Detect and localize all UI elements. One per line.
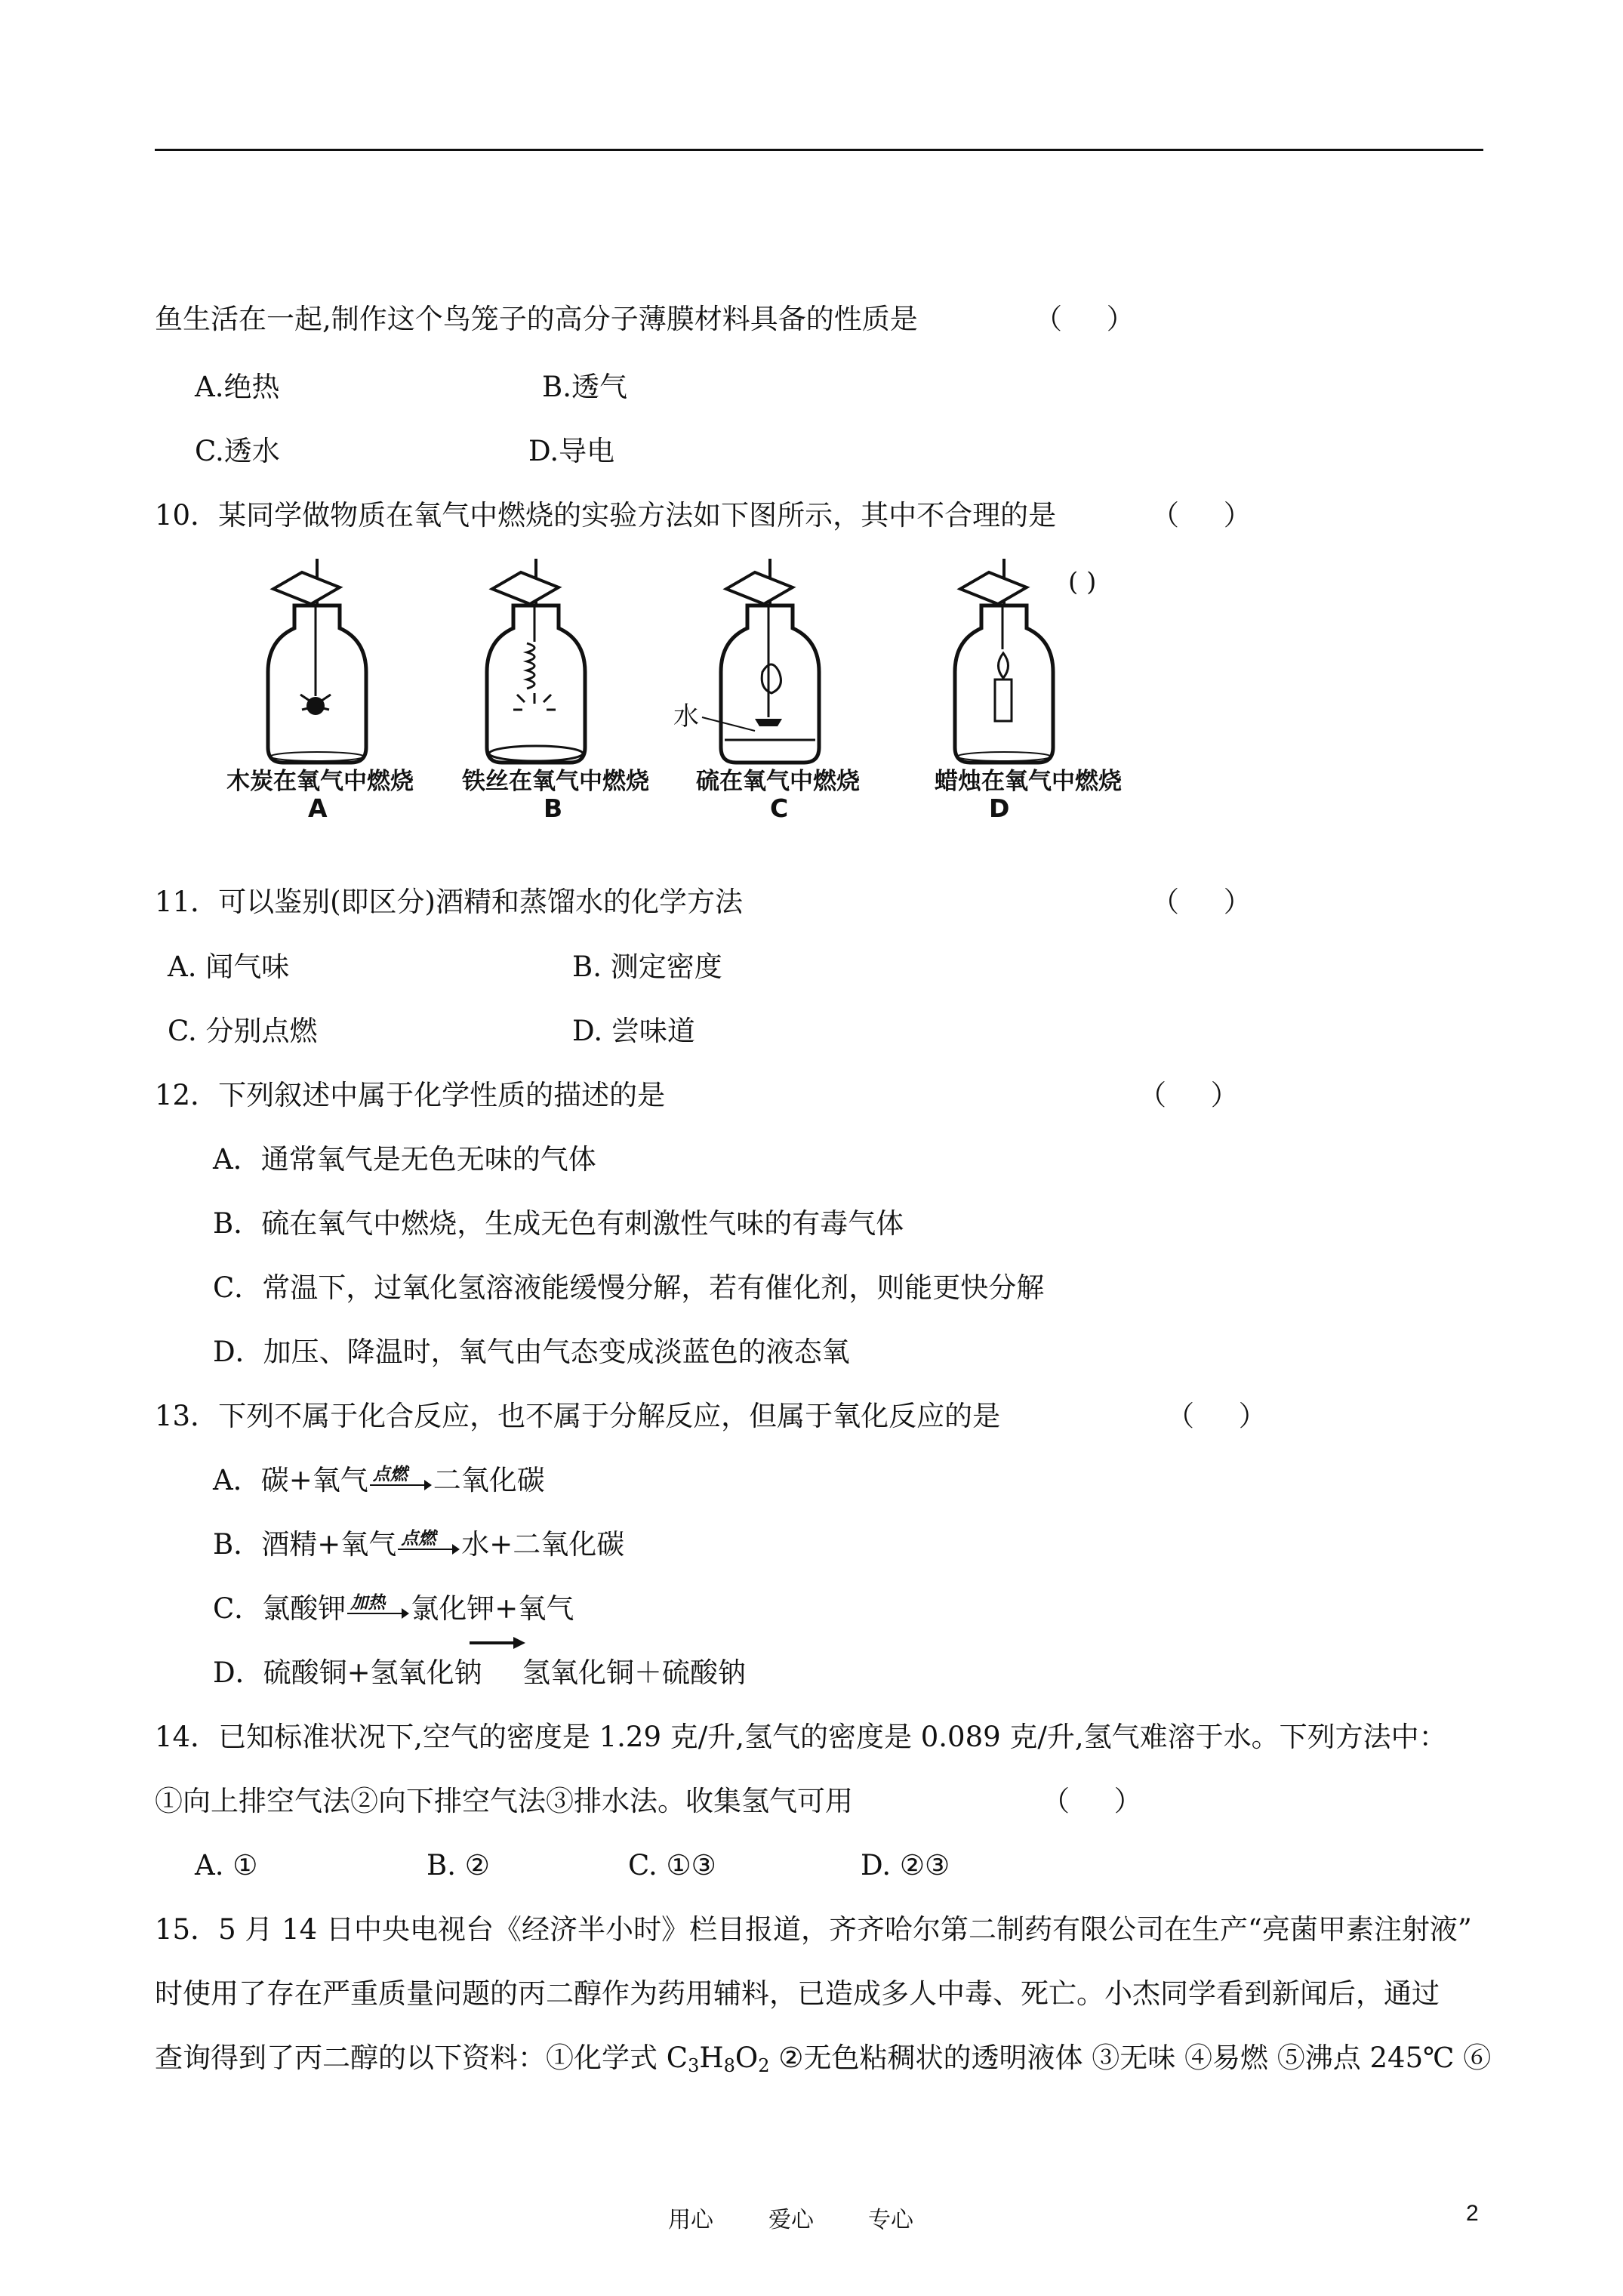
q15-line3 [155,2041,1491,2083]
formula-sub-c: 3 [688,2055,700,2076]
q13-option-d-left: D．硫酸铜+氢氧化钠 [213,1657,482,1689]
q13-option-b [213,1527,624,1562]
q9-option-d: D.导电 [528,435,615,467]
q11-option-a: A. 闻气味 [168,951,290,983]
letter-b: B [544,794,563,823]
combustion-experiment-figure [226,559,1147,823]
caption-c: 硫在氧气中燃烧 [696,768,860,795]
footer-item-1: 用心 [668,2207,713,2233]
q11-option-b: B. 测定密度 [572,951,722,983]
q13-a-condition: 点燃 [372,1465,408,1484]
q11-option-d: D. 尝味道 [572,1015,695,1047]
q15-line2: 时使用了存在严重质量问题的丙二醇作为药用辅料，已造成多人中毒、死亡。小杰同学看到新闻后，通过 [155,1977,1440,2010]
q12-option-b: B．硫在氧气中燃烧，生成无色有刺激性气味的有毒气体 [213,1207,904,1240]
q14-option-b: B. ② [427,1849,490,1881]
footer-item-3: 专心 [868,2207,913,2233]
q12-option-c: C．常温下，过氧化氢溶液能缓慢分解，若有催化剂，则能更快分解 [213,1271,1045,1304]
q13-c-products: 氯化钾+氧气 [411,1592,574,1625]
q13-answer-bracket: （ ） [1166,1400,1267,1432]
q14-option-c: C. ①③ [628,1849,716,1881]
q13-a-products: 二氧化碳 [433,1464,545,1496]
formula-sub-h: 8 [723,2055,735,2076]
letter-a: A [308,794,328,823]
q9-option-a: A.绝热 [195,371,280,403]
q13-a-reactants: A．碳+氧气 [213,1464,368,1496]
q13-c-condition: 加热 [350,1593,386,1613]
q14-option-d: D. ②③ [861,1849,950,1881]
q10-answer-bracket: （ ） [1151,499,1252,532]
q11-stem: 11．可以鉴别(即区分)酒精和蒸馏水的化学方法 [155,886,743,918]
q13-option-c [213,1592,574,1626]
reaction-arrow [396,1527,461,1562]
caption-d: 蜡烛在氧气中燃烧 [935,768,1122,795]
q12-option-d: D．加压、降温时，氧气由气态变成淡蓝色的液态氧 [213,1336,850,1368]
formula-o: O [735,2042,759,2074]
formula-h: H [699,2042,724,2074]
q11-answer-bracket: （ ） [1151,886,1252,918]
figure-bracket: ( ) [1068,567,1097,597]
q15-line3-pre: 查询得到了丙二醇的以下资料：①化学式 C [155,2042,688,2074]
q11-option-c: C. 分别点燃 [168,1015,318,1047]
q12-answer-bracket: （ ） [1138,1079,1239,1111]
q13-b-reactants: B．酒精+氧气 [213,1528,397,1561]
page-number: 2 [1466,2201,1479,2226]
q12-stem: 12．下列叙述中属于化学性质的描述的是 [155,1079,666,1111]
q13-b-condition: 点燃 [401,1529,436,1549]
q9-option-c: C.透水 [195,435,280,467]
formula-sub-o: 2 [758,2055,770,2076]
q9-option-b: B.透气 [542,371,627,403]
q12-option-a: A．通常氧气是无色无味的气体 [213,1143,596,1176]
q9-answer-bracket: （ ） [1034,303,1135,335]
q14-option-a: A. ① [195,1849,258,1881]
q13-c-reactants: C．氯酸钾 [213,1592,346,1625]
reaction-arrow [368,1463,433,1498]
caption-b: 铁丝在氧气中燃烧 [462,768,649,795]
q14-stem-line2: ①向上排空气法②向下排空气法③排水法。收集氢气可用 [155,1785,853,1817]
q13-option-d-right: 氢氧化铜＋硫酸钠 [522,1657,746,1689]
reaction-arrow [346,1592,411,1626]
q13-b-products: 水+二氧化碳 [461,1528,625,1561]
q10-stem: 10．某同学做物质在氧气中燃烧的实验方法如下图所示，其中不合理的是 [155,499,1057,532]
q15-line3-post: ②无色粘稠状的透明液体 ③无味 ④易燃 ⑤沸点 245℃ ⑥ [769,2042,1492,2074]
q15-line1: 15．5 月 14 日中央电视台《经济半小时》栏目报道，齐齐哈尔第二制药有限公司在生产“亮菌甲素注射液” [155,1913,1472,1946]
caption-a: 木炭在氧气中燃烧 [226,768,414,795]
letter-d: D [989,794,1010,823]
q14-answer-bracket: （ ） [1042,1785,1142,1817]
q9-continuation: 鱼生活在一起,制作这个鸟笼子的高分子薄膜材料具备的性质是 [155,303,918,335]
header-rule [155,149,1483,151]
letter-c: C [770,794,789,823]
water-label: 水 [673,701,699,732]
q14-stem: 14．已知标准状况下,空气的密度是 1.29 克/升,氢气的密度是 0.089 克/升,氢气难溶于水。下列方法中： [155,1721,1447,1753]
reaction-arrow-d [470,1635,525,1650]
q13-option-a [213,1463,545,1498]
footer-item-2: 爱心 [768,2207,814,2233]
q13-stem: 13．下列不属于化合反应，也不属于分解反应，但属于氧化反应的是 [155,1400,1001,1432]
